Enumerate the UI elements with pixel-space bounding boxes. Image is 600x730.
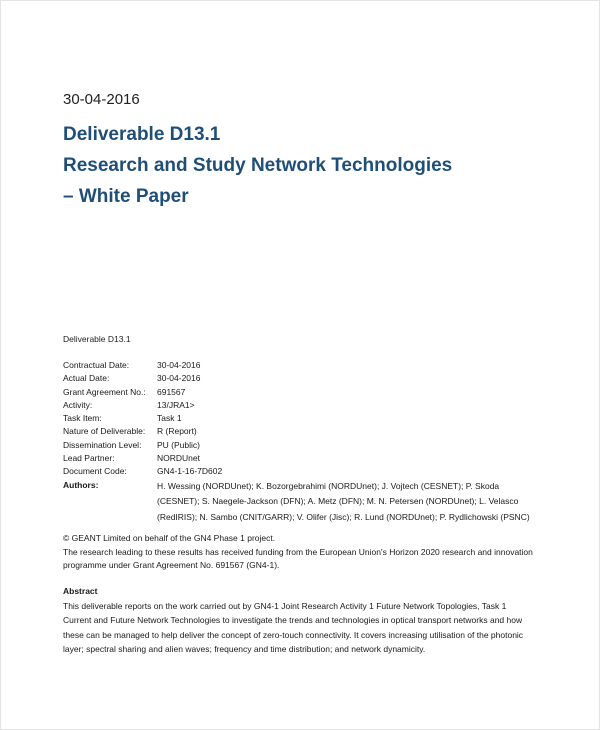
title-line-1: Deliverable D13.1 [63, 124, 221, 145]
meta-value: Task 1 [157, 413, 182, 424]
authors-value: H. Wessing (NORDUnet); K. Bozorgebrahimi (NORDUnet); J. Vojtech (CESNET); P. Skoda (CESNET); S. Naegele-Jackson (DFN); A. Metz (DFN); M. N. Petersen (NORDUnet); L. Velasco (RedIRIS); N. Sambo (CNIT/GARR); V. Olifer (Jisc); R. Lund (NORDUnet); P. Rydlichowski (PSNC) [157, 480, 530, 522]
meta-row [63, 439, 533, 452]
meta-label: Grant Agreement No.: [63, 386, 146, 397]
authors-row [63, 479, 533, 526]
meta-value: 691567 [157, 386, 186, 397]
meta-value: 30-04-2016 [157, 360, 201, 370]
meta-value: NORDUnet [157, 453, 200, 464]
meta-value: 13/JRA1> [157, 399, 195, 410]
meta-value: GN4-1-16-7D602 [157, 466, 223, 477]
meta-label: Task Item: [63, 413, 102, 424]
funding-statement: The research leading to these results has received funding from the European Union's Horizon 2020 research and innovation programme under Grant Agreement No. 691567 (GN4-1). [63, 546, 533, 570]
meta-row [63, 399, 533, 412]
document-date: 30-04-2016 [63, 91, 140, 108]
document-title [63, 119, 452, 212]
meta-row [63, 452, 533, 465]
meta-row [63, 386, 533, 399]
meta-row [63, 412, 533, 425]
abstract-heading: Abstract [63, 586, 98, 596]
meta-label: Nature of Deliverable: [63, 426, 146, 437]
meta-label: Activity: [63, 399, 93, 410]
metadata-table [63, 359, 533, 525]
meta-row [63, 425, 533, 438]
abstract-section [63, 584, 533, 657]
title-line-2: Research and Study Network Technologies [63, 155, 453, 176]
deliverable-heading: Deliverable D13.1 [63, 334, 131, 344]
meta-label: Contractual Date: [63, 360, 130, 370]
copyright-notice [63, 532, 533, 573]
meta-label: Lead Partner: [63, 453, 115, 464]
meta-value: 30-04-2016 [157, 373, 201, 384]
meta-value: PU (Public) [157, 439, 200, 450]
meta-row [63, 465, 533, 478]
meta-label: Dissemination Level: [63, 439, 142, 450]
meta-label: Document Code: [63, 466, 127, 477]
copyright-line: © GEANT Limited on behalf of the GN4 Phase 1 project. [63, 533, 276, 543]
meta-row [63, 372, 533, 385]
meta-row [63, 359, 533, 372]
authors-label: Authors: [63, 479, 99, 490]
meta-value: R (Report) [157, 426, 197, 437]
abstract-text: This deliverable reports on the work carried out by GN4-1 Joint Research Activity 1 Future Network Topologies, Task 1 Current and Future Network Technologies to investigate the trends and technologies in optical transport networks and how these can be managed to help deliver the concept of zero-touch connectivity. It covers increasing utilisation of the photonic layer; spectral sharing and alien waves; frequency and time distribution; and network dynamicity. [63, 600, 524, 654]
meta-label: Actual Date: [63, 373, 110, 384]
title-line-3: – White Paper [63, 186, 189, 207]
